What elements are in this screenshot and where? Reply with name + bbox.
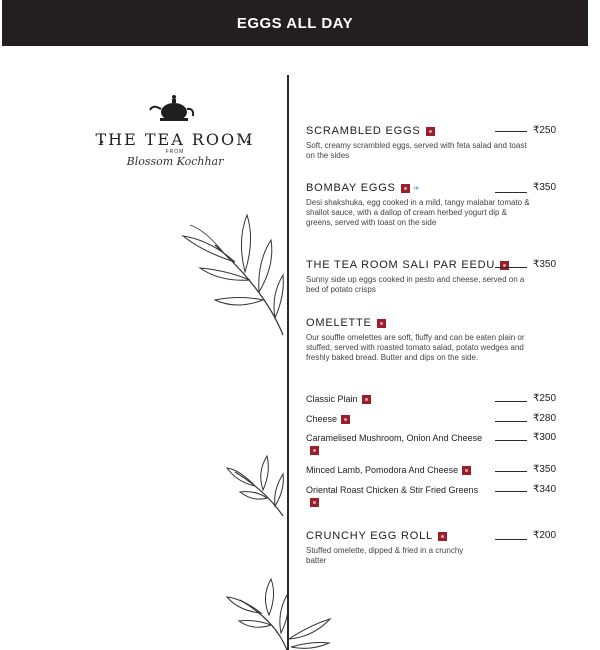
price-leader-line <box>495 421 527 422</box>
price-leader-line <box>495 192 527 193</box>
veg-mark-icon <box>438 532 447 541</box>
leaf-sprig-illustration <box>225 450 287 520</box>
tea-room-logo <box>90 92 260 172</box>
item-price: ₹350 <box>533 259 557 270</box>
section-title: SCRAMBLED EGGS <box>306 125 421 137</box>
veg-mark-icon <box>401 184 410 193</box>
veg-mark-icon <box>362 395 371 404</box>
menu-header-bar <box>2 0 588 46</box>
price-leader-line <box>495 440 527 441</box>
item-name: Minced Lamb, Pomodora And Cheese <box>306 465 459 475</box>
veg-mark-icon <box>377 319 386 328</box>
item-price: ₹300 <box>533 432 557 443</box>
menu-section-scrambled-eggs <box>306 124 556 161</box>
omelette-item <box>306 464 501 476</box>
veg-mark-icon <box>500 261 509 270</box>
omelette-item <box>306 484 481 508</box>
omelette-item <box>306 413 491 425</box>
item-name: Caramelised Mushroom, Onion And Cheese <box>306 433 483 443</box>
price-leader-line <box>495 539 527 540</box>
veg-mark-icon <box>310 446 319 455</box>
veg-mark-icon <box>310 498 319 507</box>
item-price: ₹200 <box>533 530 557 541</box>
brand-name: THE TEA ROOM <box>95 130 255 149</box>
chili-icon: ❧ <box>412 183 422 193</box>
item-price: ₹350 <box>533 182 557 193</box>
section-title: THE TEA ROOM SALI PAR EEDU <box>306 259 496 271</box>
item-name: Cheese <box>306 414 338 424</box>
omelette-item <box>306 393 491 405</box>
veg-mark-icon <box>462 466 471 475</box>
section-description: Sunny side up eggs cooked in pesto and cheese, served on a bed of potato crisps <box>306 275 525 294</box>
price-leader-line <box>495 471 527 472</box>
price-leader-line <box>495 401 527 402</box>
item-price: ₹250 <box>533 393 557 404</box>
section-description: Stuffed omelette, dipped & fried in a crunchy batter <box>306 546 464 565</box>
item-price: ₹280 <box>533 413 557 424</box>
veg-mark-icon <box>426 127 435 136</box>
item-name: Classic Plain <box>306 394 358 404</box>
leaf-branch-bottom-illustration <box>225 575 335 650</box>
menu-section-bombay-eggs <box>306 181 556 228</box>
section-title: BOMBAY EGGS <box>306 182 396 194</box>
column-divider <box>287 75 289 650</box>
item-name: Oriental Roast Chicken & Stir Fried Greens <box>306 485 479 495</box>
section-description: Our souffle omelettes are soft, fluffy and can be eaten plain or stuffed, served with roasted tomato salad, potato wedges and freshly baked bread. Butter and dips on the side. <box>306 333 525 362</box>
section-title: CRUNCHY EGG ROLL <box>306 530 433 542</box>
price-leader-line <box>495 491 527 492</box>
omelette-item <box>306 432 484 456</box>
price-leader-line <box>495 131 527 132</box>
section-description: Soft, creamy scrambled eggs, served with feta salad and toast on the sides <box>306 141 527 160</box>
item-price: ₹340 <box>533 484 557 495</box>
menu-section-omelette <box>306 316 556 363</box>
veg-mark-icon <box>341 415 350 424</box>
menu-section-crunchy-egg-roll <box>306 529 556 566</box>
section-description: Desi shakshuka, egg cooked in a mild, tangy malabar tomato & shallot sauce, with a dallop of cream herbed yogurt dip & greens, served with toast on the side <box>306 198 530 227</box>
item-price: ₹350 <box>533 464 557 475</box>
brand-from: FROM <box>165 149 185 155</box>
leaf-branch-illustration <box>175 200 287 340</box>
menu-section-sali-par-eedu <box>306 258 556 295</box>
section-title: OMELETTE <box>306 317 372 329</box>
page-title: EGGS ALL DAY <box>236 14 354 32</box>
price-leader-line <box>495 267 527 268</box>
brand-signature: Blossom Kochhar <box>126 155 224 168</box>
item-price: ₹250 <box>533 125 557 136</box>
